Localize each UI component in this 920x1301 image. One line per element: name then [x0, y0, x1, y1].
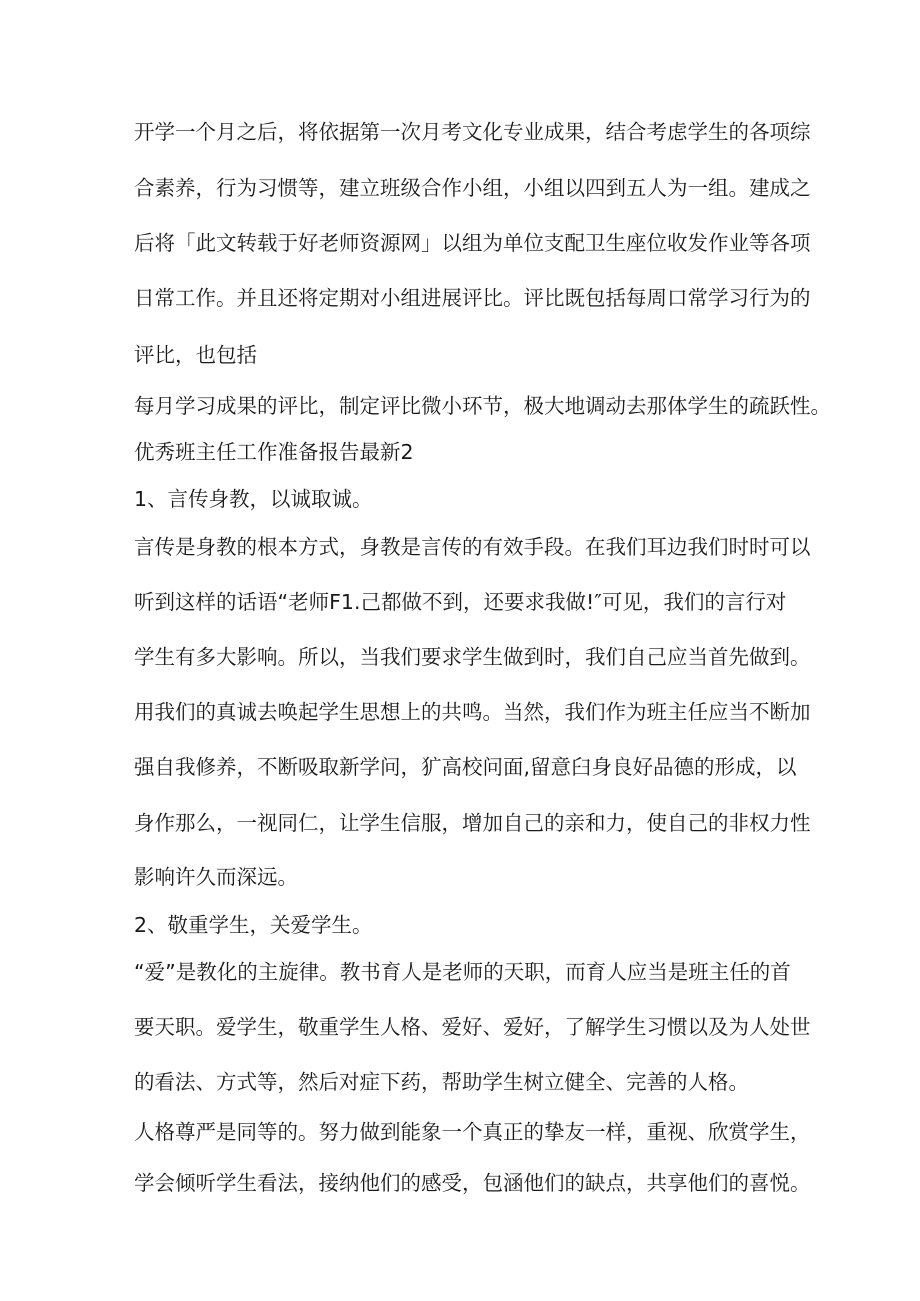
- paragraph-line: 强自我修养，不断吸取新学问，犷高校问面,留意臼身良好品德的形成，以: [134, 755, 797, 779]
- paragraph-line: 的看法、方式等，然后对症下药，帮助学生树立健全、完善的人格。: [134, 1070, 749, 1094]
- paragraph-line: 后将「此文转载于好老师资源网」以组为单位支配卫生座位收发作业等各项: [134, 231, 811, 255]
- paragraph-line: 影响许久而深远。: [134, 865, 298, 889]
- paragraph-line: 评比，也包括: [134, 343, 257, 367]
- paragraph-line: 学会倾听学生看法，接纳他们的感受，包涵他们的缺点，共享他们的喜悦。: [134, 1171, 811, 1195]
- paragraph-line: 言传是身教的根本方式，身教是言传的有效手段。在我们耳边我们时时可以: [134, 535, 811, 559]
- paragraph-line: 合素养，行为习惯等，建立班级合作小组，小组以四到五人为一组。建成之: [134, 176, 811, 200]
- paragraph-line: 身作那么，一视同仁，让学生信服，增加自己的亲和力，使自己的非权力性: [134, 811, 811, 835]
- paragraph-line: “爱”是教化的主旋律。教书育人是老师的天职，而育人应当是班主任的首: [134, 960, 791, 984]
- subsection-heading: 1、言传身教，以诚取诚。: [134, 487, 373, 511]
- paragraph-line: 听到这样的话语“老师F1.己都做不到，还要求我做!″可见，我们的言行对: [134, 590, 787, 614]
- paragraph-line: 日常工作。并且还将定期对小组进展评比。评比既包括每周口常学习行为的: [134, 286, 811, 310]
- paragraph-line: 每月学习成果的评比，制定评比微小环节，极大地调动去那体学生的疏跃性。: [134, 394, 831, 418]
- paragraph-line: 人格尊严是同等的。努力做到能象一个真正的挚友一样，重视、欣赏学生，: [134, 1120, 811, 1144]
- paragraph-line: 学生有多大影响。所以，当我们要求学生做到时，我们自己应当首先做到。: [134, 645, 811, 669]
- subsection-heading: 2、敬重学生，关爱学生。: [134, 913, 373, 937]
- paragraph-line: 开学一个月之后，将依据第一次月考文化专业成果，结合考虑学生的各项综: [134, 120, 811, 144]
- section-heading: 优秀班主任工作准备报告最新2: [134, 440, 414, 464]
- paragraph-line: 要天职。爱学生，敬重学生人格、爱好、爱好，了解学生习惯以及为人处世: [134, 1015, 811, 1039]
- paragraph-line: 用我们的真诚去唤起学生思想上的共鸣。当然，我们作为班主任应当不断加: [134, 700, 811, 724]
